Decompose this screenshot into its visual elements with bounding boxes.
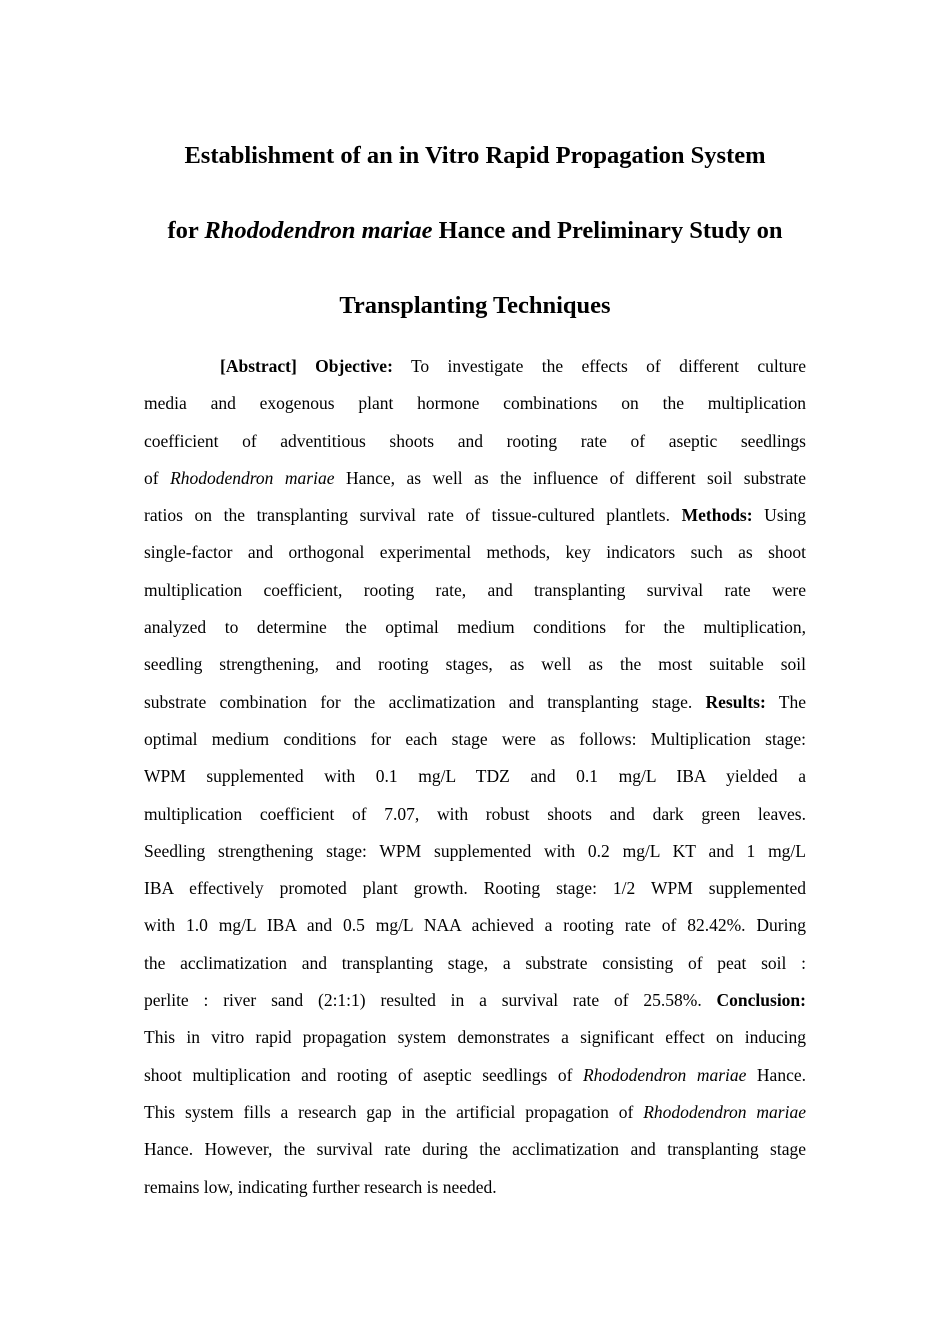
abstract-line — [144, 684, 806, 721]
abstract-text: substrate combination for the acclimatization and transplanting stage. — [144, 691, 706, 712]
title-text: for — [167, 217, 205, 244]
abstract-line — [144, 460, 806, 497]
abstract-line: media and exogenous plant hormone combinations on the multiplication — [144, 393, 806, 414]
abstract-line — [144, 1057, 806, 1094]
abstract — [144, 348, 806, 1206]
abstract-line — [144, 348, 806, 385]
title-text: Hance and Preliminary Study on — [432, 217, 783, 244]
abstract-label: [Abstract] — [220, 356, 297, 376]
species-name: Rhododendron mariae — [582, 1064, 747, 1085]
abstract-line: the acclimatization and transplanting stage, a substrate consisting of peat soil : — [144, 952, 806, 973]
abstract-line: seedling strengthening, and rooting stages, as well as the most suitable soil — [144, 654, 806, 675]
methods-label: Methods: — [681, 505, 753, 526]
abstract-line — [144, 982, 806, 1019]
abstract-line: multiplication coefficient of 7.07, with robust shoots and dark green leaves. — [144, 803, 806, 824]
abstract-line: with 1.0 mg/L IBA and 0.5 mg/L NAA achieved a rooting rate of 82.42%. During — [144, 915, 806, 936]
title-line-1: Establishment of an in Vitro Rapid Propagation System — [184, 142, 766, 169]
abstract-line: IBA effectively promoted plant growth. Rooting stage: 1/2 WPM supplemented — [144, 878, 806, 899]
abstract-text: ratios on the transplanting survival rate of tissue-cultured plantlets. — [144, 505, 682, 526]
species-name: Rhododendron mariae — [170, 467, 335, 488]
abstract-text: The — [765, 691, 806, 712]
objective-label: Objective: — [315, 356, 393, 376]
abstract-text: Hance, as well as the influence of different soil substrate — [334, 467, 807, 488]
abstract-line: WPM supplemented with 0.1 mg/L TDZ and 0.1 mg/L IBA yielded a — [144, 766, 806, 787]
abstract-line — [144, 1094, 806, 1131]
abstract-text: Hance. — [746, 1064, 806, 1085]
abstract-line: single-factor and orthogonal experimental methods, key indicators such as shoot — [144, 542, 806, 563]
abstract-text: of — [144, 467, 171, 488]
paper-title — [120, 118, 830, 343]
abstract-line: analyzed to determine the optimal medium conditions for the multiplication, — [144, 617, 806, 638]
abstract-line: multiplication coefficient, rooting rate, and transplanting survival rate were — [144, 579, 806, 600]
abstract-line: remains low, indicating further research is needed. — [144, 1176, 497, 1197]
abstract-text: perlite : river sand (2:1:1) resulted in a survival rate of 25.58%. — [144, 990, 717, 1011]
results-label: Results: — [705, 691, 766, 712]
abstract-text: shoot multiplication and rooting of aseptic seedlings of — [144, 1064, 583, 1085]
title-line-2 — [120, 193, 830, 268]
species-name: Rhododendron mariae — [204, 217, 433, 244]
abstract-text: This system fills a research gap in the artificial propagation of — [144, 1101, 644, 1122]
title-line-3: Transplanting Techniques — [339, 292, 611, 319]
abstract-line: Hance. However, the survival rate during the acclimatization and transplanting stage — [144, 1139, 806, 1160]
abstract-line: Seedling strengthening stage: WPM supplemented with 0.2 mg/L KT and 1 mg/L — [144, 840, 806, 861]
abstract-text: To investigate the effects of different culture — [392, 356, 806, 376]
conclusion-label: Conclusion: — [716, 990, 806, 1011]
species-name: Rhododendron mariae — [643, 1101, 806, 1122]
abstract-line: coefficient of adventitious shoots and rooting rate of aseptic seedlings — [144, 430, 806, 451]
abstract-line: This in vitro rapid propagation system demonstrates a significant effect on inducing — [144, 1027, 806, 1048]
abstract-text: Using — [752, 505, 806, 526]
abstract-line — [144, 497, 806, 534]
abstract-line: optimal medium conditions for each stage were as follows: Multiplication stage: — [144, 728, 806, 749]
